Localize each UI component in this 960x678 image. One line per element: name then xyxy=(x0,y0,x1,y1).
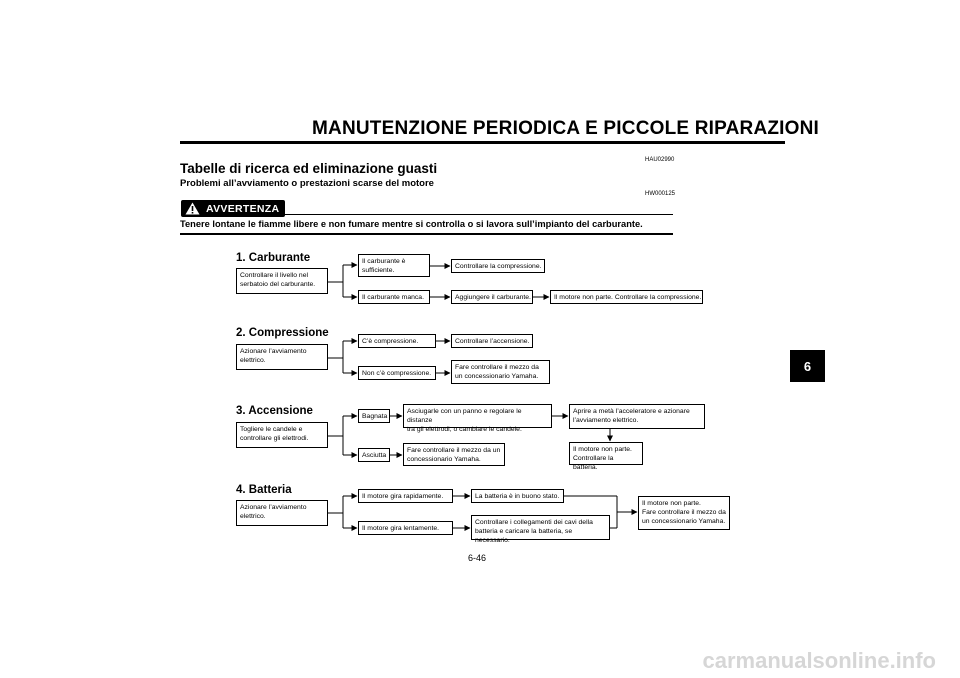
ignition-heading: 3. Accensione xyxy=(236,405,313,417)
compression-start-box: Azionare l’avviamento elettrico. xyxy=(236,344,328,370)
section-code: HAU02990 xyxy=(645,157,675,163)
compression-heading: 2. Compressione xyxy=(236,327,329,339)
section-subtitle: Problemi all’avviamento o prestazioni scarse del motore xyxy=(180,178,434,189)
battery-final-box: Il motore non parte. Fare controllare il mezzo da un concessionario Yamaha. xyxy=(638,496,730,530)
fuel-missing-box: Il carburante manca. xyxy=(358,290,430,304)
warning-code: HW000125 xyxy=(645,191,676,197)
warning-text: Tenere lontane le fiamme libere e non fumare mentre si controlla o si lavora sull’impianto del carburante. xyxy=(180,219,643,229)
battery-slow-box: Il motore gira lentamente. xyxy=(358,521,453,535)
warning-label: AVVERTENZA xyxy=(206,202,280,215)
chapter-tab: 6 xyxy=(790,350,825,382)
ignition-open-throttle-box: Aprire a metà l’acceleratore e azionare l’avviamento elettrico. xyxy=(569,404,705,429)
fuel-add-box: Aggiungere il carburante. xyxy=(451,290,533,304)
ignition-dry-box: Asciutta xyxy=(358,448,390,462)
ignition-start-box: Togliere le candele e controllare gli elettrodi. xyxy=(236,422,328,448)
ignition-dry-plugs-box: Asciugarle con un panno e regolare le distanze tra gli elettrodi, o cambiare le candele. xyxy=(403,404,552,428)
ignition-dealer-box: Fare controllare il mezzo da un concessionario Yamaha. xyxy=(403,443,505,466)
ignition-check-battery-box: Il motore non parte. Controllare la batteria. xyxy=(569,442,643,465)
battery-heading: 4. Batteria xyxy=(236,484,292,496)
battery-fast-box: Il motore gira rapidamente. xyxy=(358,489,453,503)
page-title: MANUTENZIONE PERIODICA E PICCOLE RIPARAZIONI xyxy=(312,118,820,139)
fuel-heading: 1. Carburante xyxy=(236,252,311,264)
page-number: 6-46 xyxy=(468,553,487,563)
watermark: carmanualsonline.info xyxy=(702,648,936,673)
ignition-wet-box: Bagnata xyxy=(358,409,390,423)
battery-start-box: Azionare l’avviamento elettrico. xyxy=(236,500,328,526)
compression-dealer-box: Fare controllare il mezzo da un concessionario Yamaha. xyxy=(451,360,550,384)
battery-check-cables-box: Controllare i collegamenti dei cavi della batteria e caricare la batteria, se necessario. xyxy=(471,515,610,540)
fuel-check-compression-box: Controllare la compressione. xyxy=(451,259,545,273)
compression-no-box: Non c’è compressione. xyxy=(358,366,436,380)
fuel-result-box: Il motore non parte. Controllare la compressione. xyxy=(550,290,703,304)
fuel-sufficient-box: Il carburante è sufficiente. xyxy=(358,254,430,277)
battery-good-box: La batteria è in buono stato. xyxy=(471,489,564,503)
compression-yes-box: C’è compressione. xyxy=(358,334,436,348)
section-title: Tabelle di ricerca ed eliminazione guasti xyxy=(180,161,438,176)
compression-check-ignition-box: Controllare l’accensione. xyxy=(451,334,533,348)
fuel-start-box: Controllare il livello nel serbatoio del carburante. xyxy=(236,268,328,294)
